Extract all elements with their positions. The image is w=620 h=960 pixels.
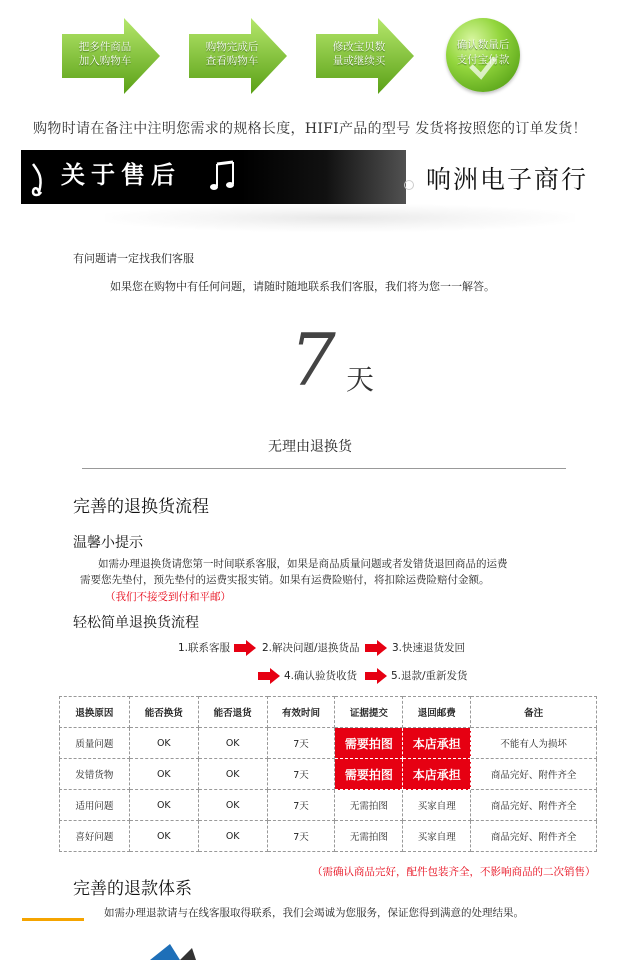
table-header: 能否退货: [198, 697, 267, 728]
table-cell: OK: [129, 759, 198, 790]
table-header: 能否换货: [129, 697, 198, 728]
table-cell: OK: [198, 759, 267, 790]
red-arrow-icon: [258, 668, 280, 684]
table-cell: 买家自理: [403, 821, 471, 852]
table-cell-highlight: 需要拍图: [335, 728, 403, 759]
music-note-icon: [29, 158, 61, 198]
flow-title: 轻松简单退换货流程: [73, 615, 199, 631]
table-cell: 7天: [267, 790, 335, 821]
table-cell: OK: [129, 790, 198, 821]
table-header: 证据提交: [335, 697, 403, 728]
divider: [82, 468, 566, 469]
table-header-row: [60, 697, 597, 728]
seven-unit: 天: [346, 363, 375, 396]
step-2-line1: 购物完成后: [205, 41, 259, 53]
table-cell: 7天: [267, 759, 335, 790]
table-cell-highlight: 本店承担: [403, 728, 471, 759]
table-footnote: （需确认商品完好，配件包装齐全，不影响商品的二次销售）: [312, 866, 596, 878]
tips-line-1: 如需办理退换货请您第一时间联系客服，如果是商品质量问题或者发错货退回商品的运费: [98, 558, 508, 570]
final-step-line2: 支付宝付款: [456, 54, 510, 66]
table-cell: 发错货物: [60, 759, 130, 790]
after-sales-banner: [21, 150, 605, 204]
table-cell: 不能有人为损坏: [471, 728, 597, 759]
table-cell: 无需拍图: [335, 821, 403, 852]
order-notice: 购物时请在备注中注明您需求的规格长度，HIFI产品的型号 发货将按照您的订单发货！: [33, 121, 587, 137]
final-step-circle: [446, 18, 520, 92]
banner-company: 响洲电子商行: [426, 165, 589, 194]
table-cell-highlight: 需要拍图: [335, 759, 403, 790]
table-cell: OK: [198, 790, 267, 821]
process-title: 完善的退换货流程: [73, 497, 209, 517]
table-header: 退换原因: [60, 697, 130, 728]
table-cell: 适用问题: [60, 790, 130, 821]
table-cell: 商品完好、附件齐全: [471, 759, 597, 790]
red-arrow-icon: [365, 668, 387, 684]
decorative-shape-icon: [140, 940, 200, 960]
step-2-line2: 查看购物车: [205, 55, 259, 67]
flow-step-1: 1.联系客服: [178, 642, 231, 654]
table-row: [60, 821, 597, 852]
table-row: [60, 790, 597, 821]
step-1: [62, 18, 172, 94]
contact-text: 如果您在购物中有任何问题，请随时随地联系我们客服，我们将为您一一解答。: [110, 280, 495, 293]
music-notes-icon: [207, 160, 241, 194]
table-cell: OK: [198, 821, 267, 852]
table-cell: 商品完好、附件齐全: [471, 790, 597, 821]
table-header: 备注: [471, 697, 597, 728]
table-cell: 7天: [267, 821, 335, 852]
table-cell: OK: [198, 728, 267, 759]
table-cell: 商品完好、附件齐全: [471, 821, 597, 852]
table-cell: 7天: [267, 728, 335, 759]
returns-table: [59, 696, 597, 852]
table-cell: 质量问题: [60, 728, 130, 759]
step-3: [316, 18, 426, 94]
flow-step-4: 4.确认验货收货: [284, 670, 358, 682]
step-1-line1: 把多件商品: [78, 41, 132, 53]
table-cell: 买家自理: [403, 790, 471, 821]
orange-accent-bar: [22, 918, 84, 921]
table-header: 退回邮费: [403, 697, 471, 728]
flow-step-2: 2.解决问题/退换货品: [262, 642, 360, 654]
check-icon: [468, 54, 498, 80]
flow-step-3: 3.快速退货发回: [392, 642, 466, 654]
table-cell-highlight: 本店承担: [403, 759, 471, 790]
table-cell: OK: [129, 821, 198, 852]
table-cell: 喜好问题: [60, 821, 130, 852]
table-row: [60, 728, 597, 759]
step-1-line2: 加入购物车: [78, 55, 132, 67]
refund-text: 如需办理退款请与在线客服取得联系，我们会竭诚为您服务，保证您得到满意的处理结果。: [104, 907, 524, 919]
step-2: [189, 18, 299, 94]
purchase-steps: [0, 0, 620, 110]
step-3-line1: 修改宝贝数: [332, 41, 386, 53]
table-cell: OK: [129, 728, 198, 759]
red-arrow-icon: [365, 640, 387, 656]
table-row: [60, 759, 597, 790]
tips-note: （我们不接受到付和平邮）: [105, 591, 231, 603]
tips-line-2: 需要您先垫付，预先垫付的运费实报实销。如果有运费险赔付，将扣除运费险赔付金额。: [80, 574, 490, 586]
contact-heading: 有问题请一定找我们客服: [73, 252, 194, 265]
banner-title: 关于售后: [61, 161, 181, 189]
refund-title: 完善的退款体系: [73, 879, 192, 899]
table-header: 有效时间: [267, 697, 335, 728]
seven-number: 7: [290, 318, 336, 402]
flow-step-5: 5.退款/重新发货: [391, 670, 468, 682]
table-cell: 无需拍图: [335, 790, 403, 821]
tips-title: 温馨小提示: [73, 535, 143, 551]
red-arrow-icon: [234, 640, 256, 656]
banner-dot: [404, 180, 414, 190]
step-3-line2: 量或继续买: [332, 55, 386, 67]
no-reason-caption: 无理由退换货: [268, 439, 352, 455]
final-step-line1: 确认数量后: [456, 39, 510, 51]
decorative-shadow: [105, 204, 575, 232]
